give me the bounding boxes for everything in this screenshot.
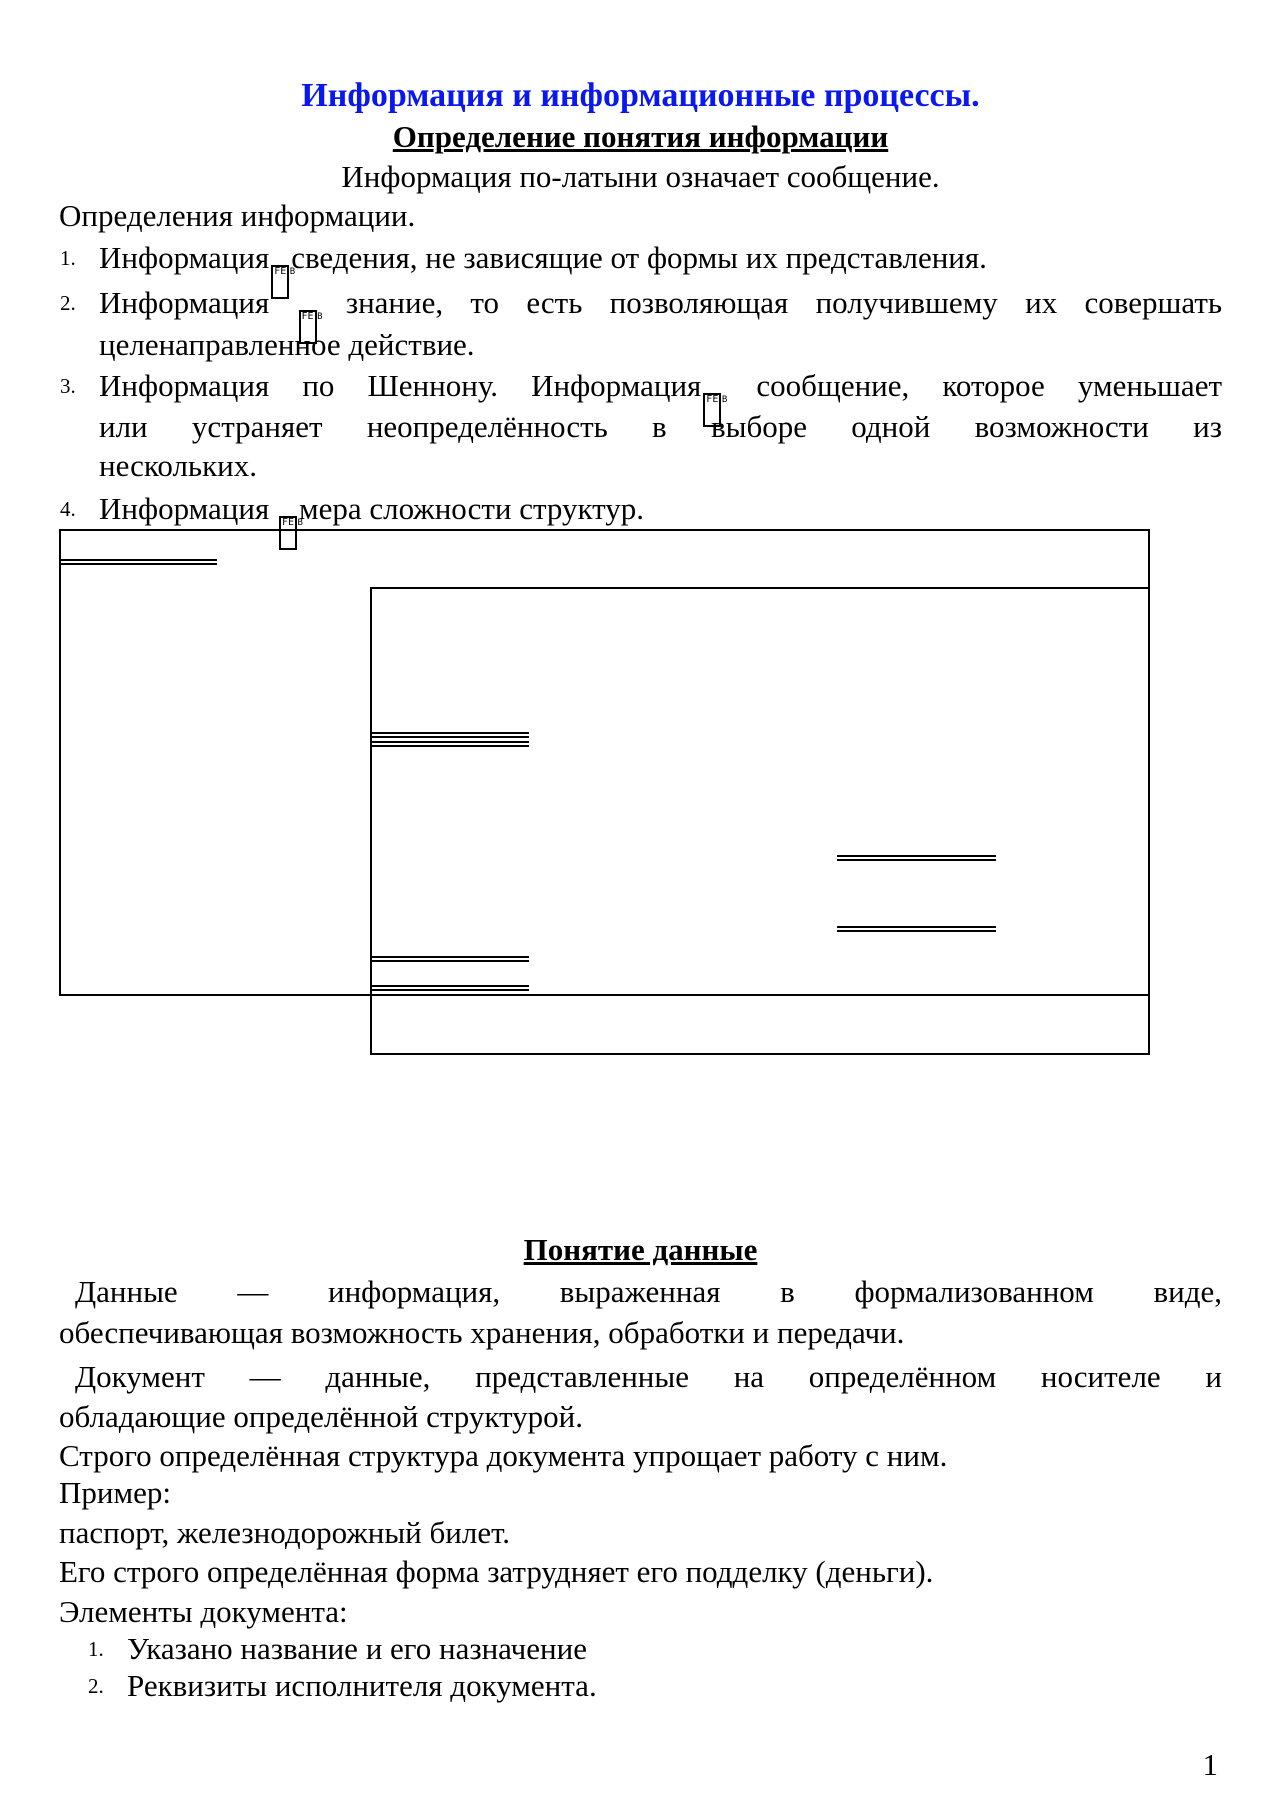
- item-text-continued: нескольких.: [99, 448, 257, 483]
- document-definition-line2: обладающие определённой структурой.: [59, 1399, 584, 1434]
- list-number: 3.: [60, 374, 76, 398]
- definitions-label: Определения информации.: [59, 198, 416, 233]
- form-text: Его строго определённая форма затрудняет его подделку (деньги).: [59, 1554, 934, 1589]
- diagram-double-line: [59, 559, 217, 565]
- item-word: Информация: [99, 491, 270, 526]
- missing-glyph-icon: FE B: [271, 265, 289, 299]
- elements-label: Элементы документа:: [59, 1594, 348, 1629]
- diagram-double-line: [370, 741, 529, 747]
- missing-glyph-icon: FE B: [703, 393, 721, 427]
- example-text: паспорт, железнодорожный билет.: [59, 1515, 511, 1550]
- section-heading-data: Понятие данные: [523, 1232, 758, 1267]
- item-text: сообщение, которое уменьшает: [756, 368, 1222, 403]
- intro-text: Информация по-латыни означает сообщение.: [341, 159, 940, 194]
- diagram-double-line: [370, 985, 529, 991]
- list-number: 2.: [88, 1674, 104, 1698]
- item-text: знание, то есть позволяющая получившему их совершать: [345, 285, 1222, 320]
- section-heading-information: Определение понятия информации: [392, 119, 889, 154]
- list-number: 4.: [60, 497, 76, 521]
- item-text-continued: целенаправленное действие.: [99, 327, 475, 362]
- item-text: мера сложности структур.: [298, 491, 645, 526]
- data-definition-line2: обеспечивающая возможность хранения, обработки и передачи.: [59, 1315, 905, 1350]
- page-number: 1: [1202, 1747, 1218, 1782]
- item-word: Информация: [99, 240, 270, 275]
- list-number: 1.: [88, 1637, 104, 1661]
- diagram-double-line: [837, 855, 996, 861]
- diagram-double-line: [370, 956, 529, 962]
- item-prefix: Информация по Шеннону. Информация: [99, 368, 702, 403]
- item-word: Информация: [99, 285, 270, 320]
- diagram-double-line: [370, 732, 529, 738]
- list-item: Указано название и его назначение: [127, 1631, 587, 1666]
- document-definition-line1: Документ — данные, представленные на определённом носителе и: [75, 1359, 1222, 1394]
- item-text-continued: или устраняет неопределённость в выборе одной возможности из: [99, 409, 1222, 444]
- missing-glyph-icon: FE B: [279, 516, 297, 550]
- structure-text: Строго определённая структура документа упрощает работу с ним.: [59, 1438, 948, 1473]
- list-number: 1.: [60, 246, 76, 270]
- page-title: Информация и информационные процессы.: [301, 77, 980, 114]
- missing-glyph-icon: FE B: [299, 310, 317, 344]
- item-text: сведения, не зависящие от формы их представления.: [291, 240, 987, 275]
- diagram-double-line: [837, 926, 996, 932]
- example-label: Пример:: [59, 1475, 171, 1510]
- list-number: 2.: [60, 291, 76, 315]
- data-definition-line1: Данные — информация, выраженная в формализованном виде,: [75, 1274, 1222, 1309]
- list-item: Реквизиты исполнителя документа.: [127, 1668, 597, 1703]
